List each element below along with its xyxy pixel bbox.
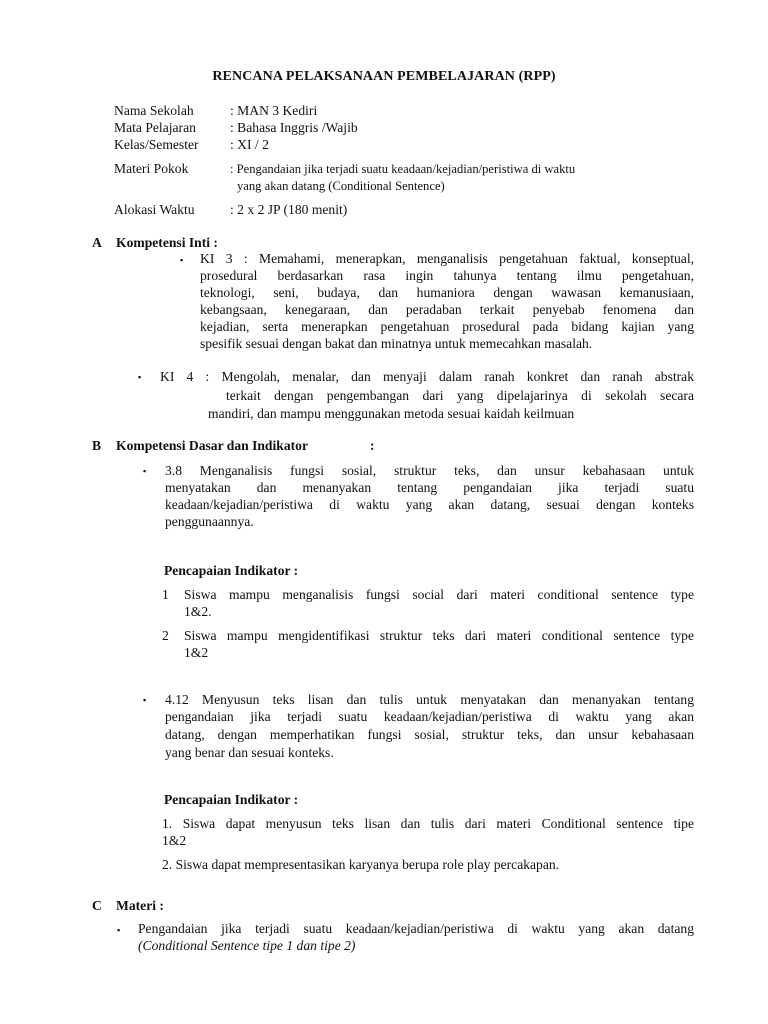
material-value-line2: yang akan datang (Conditional Sentence) <box>237 179 445 193</box>
ki3-line-6: spesifik sesuai dengan bakat dan minatnya untuk memecahkan masalah. <box>200 336 593 351</box>
material-value-line1: : Pengandaian jika terjadi suatu keadaan/kejadian/peristiwa di waktu <box>230 162 576 176</box>
section-c-letter: C <box>92 898 102 913</box>
material-label: Materi Pokok <box>114 161 189 176</box>
kd412-line-3: datang, dengan memperhatikan fungsi sosial, struktur teks, dan unsur kebahasaan <box>165 727 694 742</box>
ki4-line-2: terkait dengan pengembangan dari yang dipelajarinya di sekolah secara <box>226 388 694 403</box>
section-b-letter: B <box>92 438 102 453</box>
time-label: Alokasi Waktu <box>114 202 195 217</box>
indicator-2-line1: Siswa mampu mengidentifikasi struktur teks dari materi conditional sentence type <box>184 628 694 643</box>
school-value: : MAN 3 Kediri <box>230 103 318 118</box>
ki3-line-2: prosedural berdasarkan rasa ingin tahunya tentang ilmu pengetahuan, <box>200 268 694 283</box>
indicator-1-number: 1 <box>162 587 169 602</box>
ki4-line-3: mandiri, dan mampu menggunakan metoda sesuai kaidah keilmuan <box>208 406 575 421</box>
section-a-title: Kompetensi Inti : <box>116 235 218 250</box>
school-label: Nama Sekolah <box>114 103 194 118</box>
section-c-title: Materi : <box>116 898 164 913</box>
ki3-line-5: kejadian, serta menerapkan pengetahuan prosedural pada bidang kajian yang <box>200 319 694 334</box>
kd38-line-3: keadaan/kejadian/peristiwa di waktu yang akan datang, sesuai dengan konteks <box>165 497 694 512</box>
subject-label: Mata Pelajaran <box>114 120 196 135</box>
indicator-4-line1: 2. Siswa dapat mempresentasikan karyanya berupa role play percakapan. <box>162 857 560 872</box>
kd38-line-4: penggunaannya. <box>165 514 254 529</box>
indicator-3-line2: 1&2 <box>162 833 187 848</box>
kd38-line-1: 3.8 Menganalisis fungsi sosial, struktur teks, dan unsur kebahasaan untuk <box>165 463 694 478</box>
ki4-bullet-icon: ▪ <box>138 372 142 382</box>
time-value: : 2 x 2 JP (180 menit) <box>230 202 348 217</box>
ki3-line-4: kebangsaan, kenegaraan, dan peradaban terkait penyebab fenomena dan <box>200 302 694 317</box>
materi-bullet-icon: ▪ <box>117 925 121 935</box>
class-label: Kelas/Semester <box>114 137 199 152</box>
indicator-2-number: 2 <box>162 628 169 643</box>
section-b-colon: : <box>370 438 375 453</box>
kd38-bullet-icon: ▪ <box>143 466 147 476</box>
class-value: : XI / 2 <box>230 137 269 152</box>
indicator-1-line2: 1&2. <box>184 604 212 619</box>
ki3-line-3: teknologi, seni, budaya, dan humaniora dengan wawasan kemanusiaan, <box>200 285 694 300</box>
section-b-title: Kompetensi Dasar dan Indikator <box>116 438 308 453</box>
indicator-2-line2: 1&2 <box>184 645 209 660</box>
kd412-line-2: pengandaian jika terjadi suatu keadaan/kejadian/peristiwa di waktu yang akan <box>165 709 694 724</box>
indicator-heading-2: Pencapaian Indikator : <box>164 792 299 807</box>
kd412-line-1: 4.12 Menyusun teks lisan dan tulis untuk menyatakan dan menanyakan tentang <box>165 692 694 707</box>
materi-line-2: (Conditional Sentence tipe 1 dan tipe 2) <box>138 938 356 953</box>
section-a-letter: A <box>92 235 102 250</box>
materi-line-1: Pengandaian jika terjadi suatu keadaan/kejadian/peristiwa di waktu yang akan datang <box>138 921 694 936</box>
ki3-line-1: KI 3 : Memahami, menerapkan, menganalisis pengetahuan faktual, konseptual, <box>200 251 694 266</box>
document-title: RENCANA PELAKSANAAN PEMBELAJARAN (RPP) <box>212 69 556 84</box>
indicator-1-line1: Siswa mampu menganalisis fungsi social dari materi conditional sentence type <box>184 587 694 602</box>
subject-value: : Bahasa Inggris /Wajib <box>230 120 358 135</box>
kd412-bullet-icon: ▪ <box>143 695 147 705</box>
ki4-line-1: KI 4 : Mengolah, menalar, dan menyaji dalam ranah konkret dan ranah abstrak <box>160 369 694 384</box>
indicator-3-line1: 1. Siswa dapat menyusun teks lisan dan tulis dari materi Conditional sentence tipe <box>162 816 694 831</box>
indicator-heading-1: Pencapaian Indikator : <box>164 563 299 578</box>
kd38-line-2: menyatakan dan menanyakan tentang pengandaian jika terjadi suatu <box>165 480 694 495</box>
kd412-line-4: yang benar dan sesuai konteks. <box>165 745 334 760</box>
ki3-bullet-icon: ▪ <box>180 255 184 265</box>
